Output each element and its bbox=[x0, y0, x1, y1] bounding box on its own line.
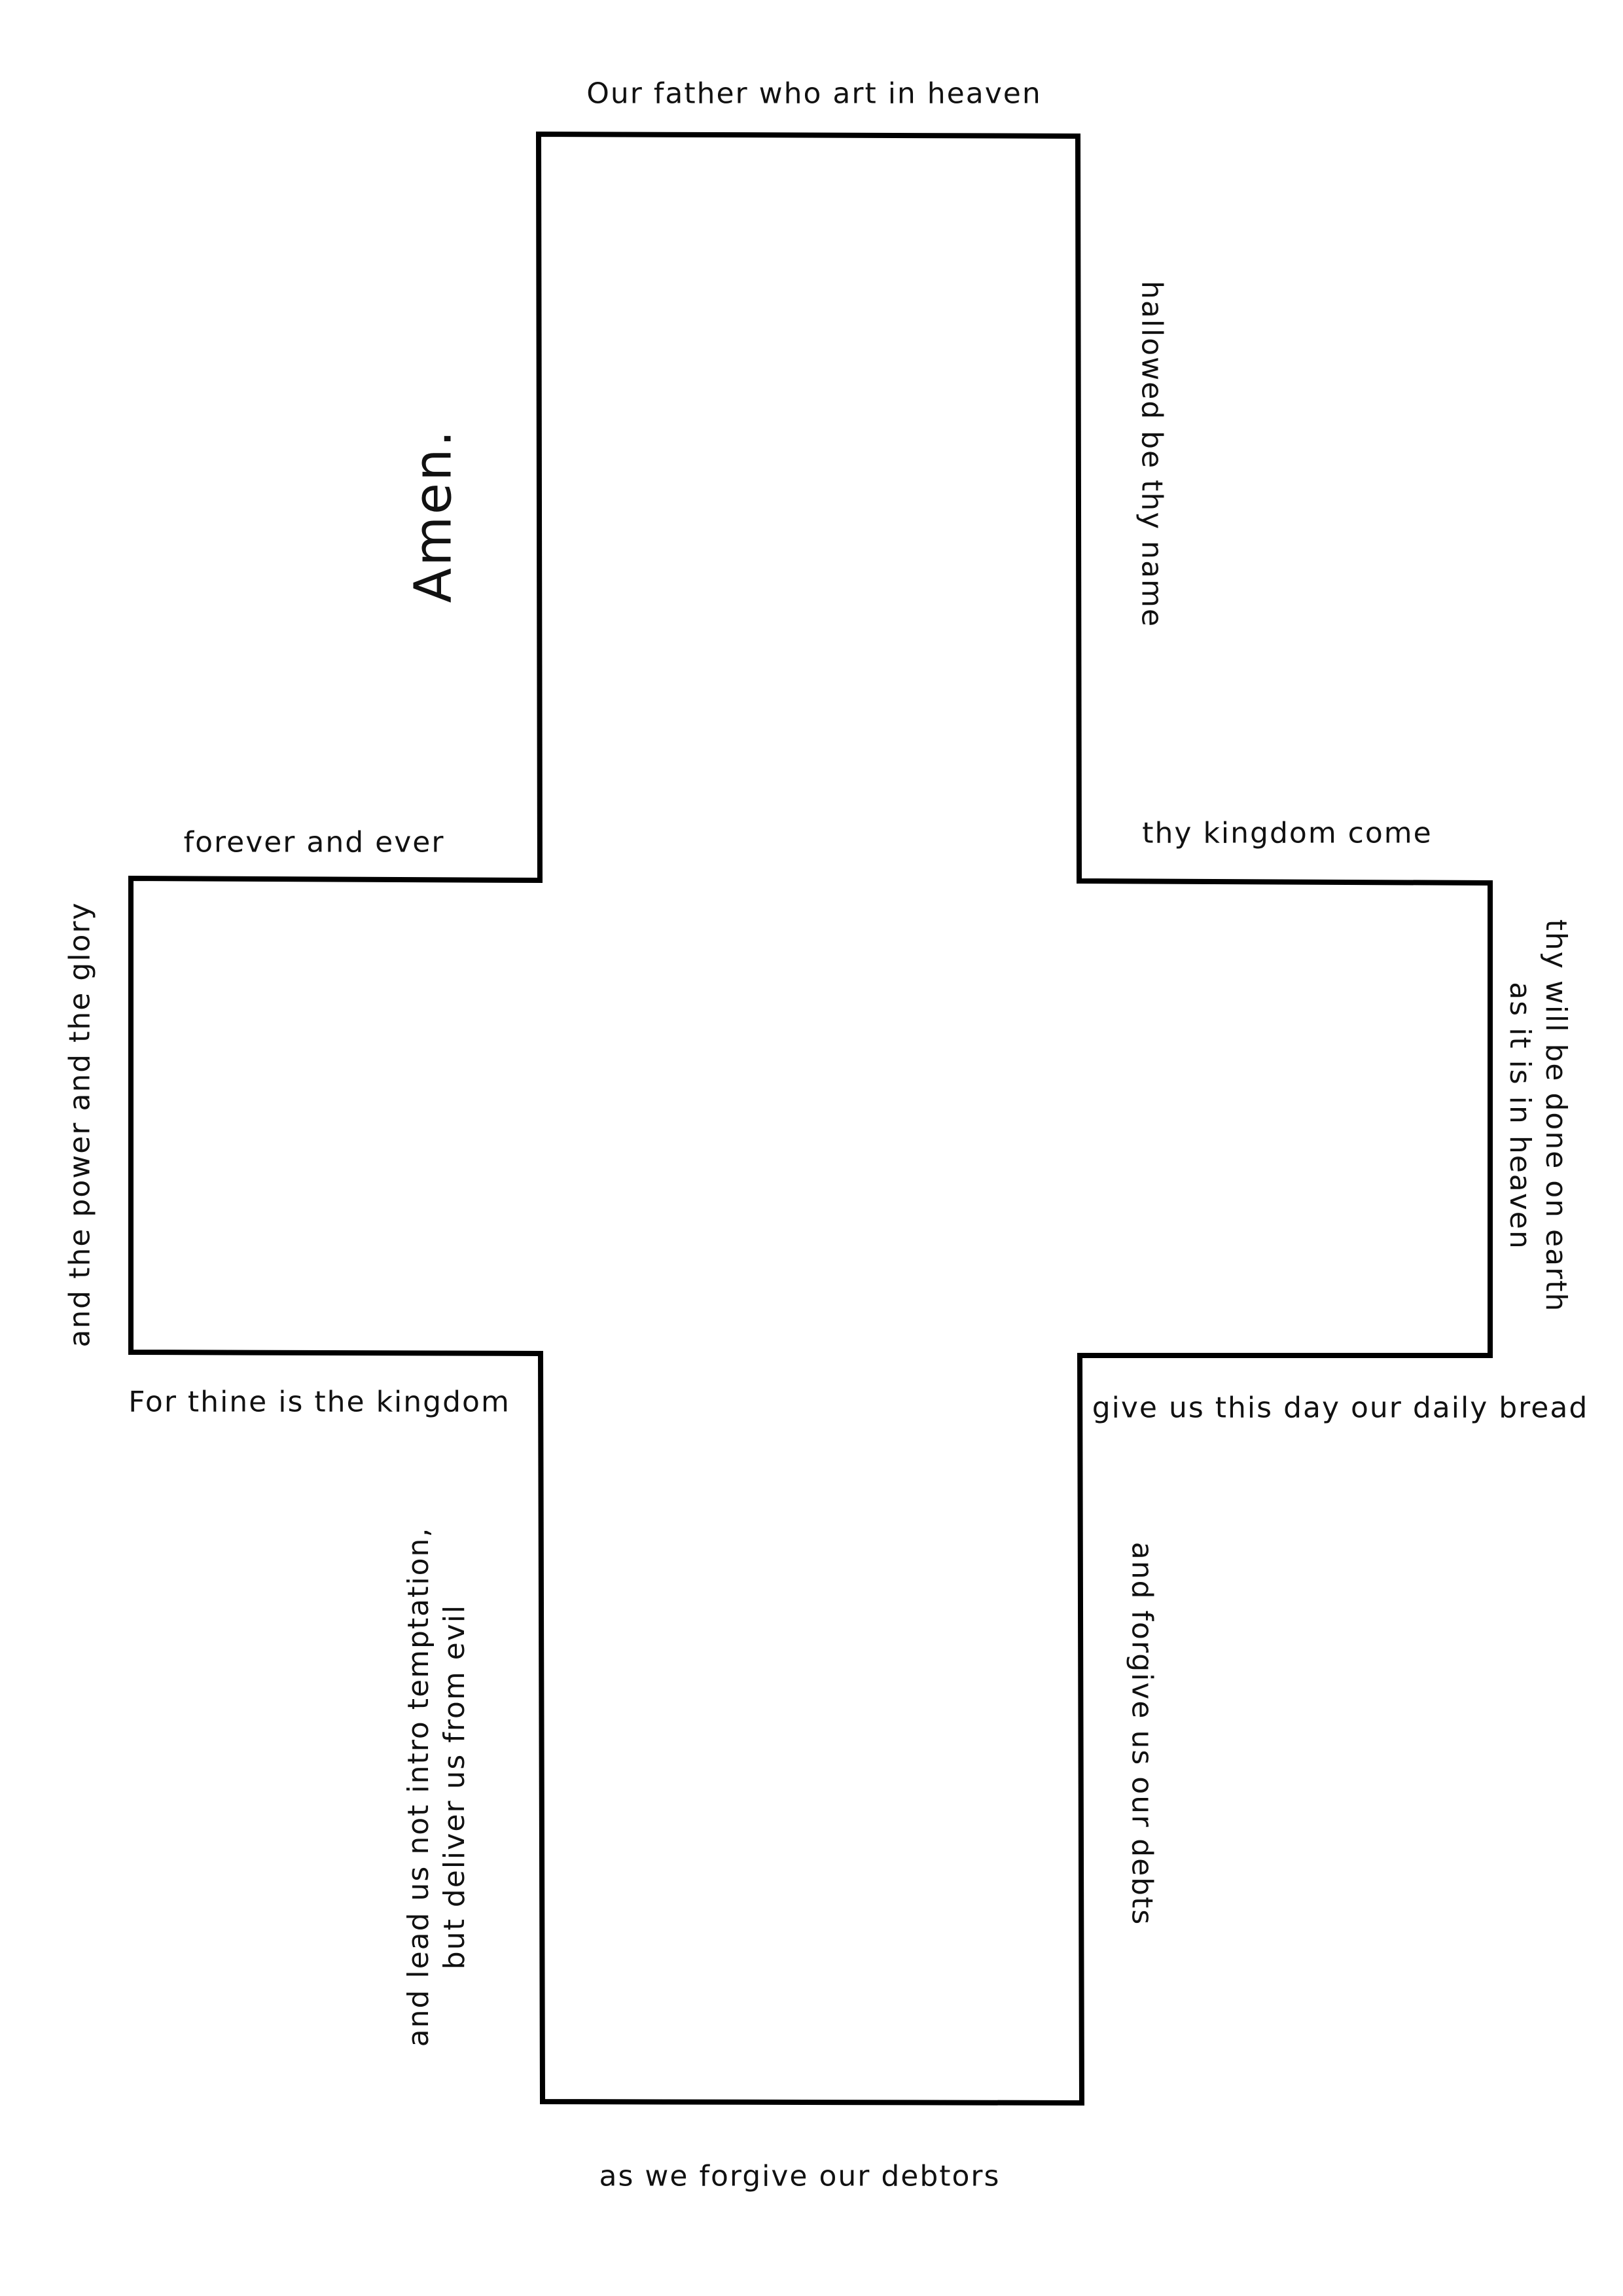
amen-text: Amen. bbox=[404, 428, 463, 603]
prayer-line-left-arm-side: and the power and the glory bbox=[63, 901, 97, 1348]
cross-shape bbox=[131, 134, 1490, 2103]
prayer-line-bottom: as we forgive our debtors bbox=[599, 2159, 1001, 2193]
prayer-line-right-arm-side bbox=[1502, 920, 1574, 1313]
prayer-line-right-arm-top: thy kingdom come bbox=[1142, 816, 1433, 850]
prayer-line-left-arm-top: forever and ever bbox=[183, 825, 445, 859]
right-arm-side-line-2: as it is in heaven bbox=[1503, 982, 1537, 1250]
right-arm-side-line-1: thy will be done on earth bbox=[1539, 919, 1573, 1313]
prayer-line-right-upper: hallowed be thy name bbox=[1135, 280, 1169, 628]
prayer-line-top: Our father who art in heaven bbox=[586, 77, 1042, 111]
prayer-line-left-lower bbox=[401, 1527, 473, 2047]
prayer-line-right-arm-bottom: give us this day our daily bread bbox=[1092, 1391, 1589, 1425]
left-lower-line-2: but deliver us from evil bbox=[438, 1604, 471, 1970]
left-lower-line-1: and lead us not intro temptation, bbox=[402, 1526, 435, 2047]
prayer-line-right-lower: and forgive us our debts bbox=[1125, 1541, 1159, 1926]
prayer-line-left-arm-bottom: For thine is the kingdom bbox=[128, 1385, 510, 1419]
